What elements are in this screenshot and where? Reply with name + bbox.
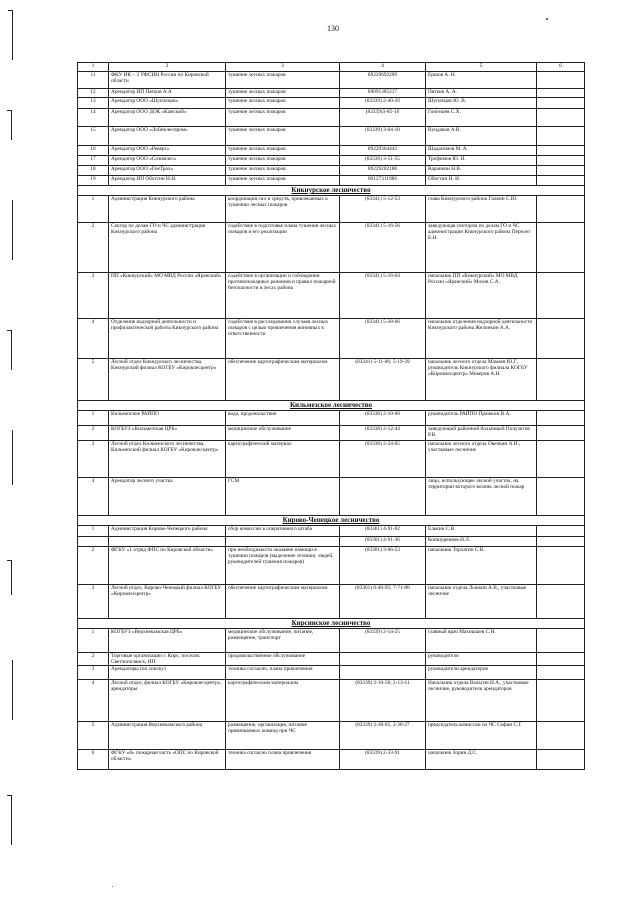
organization-cell: Администрация Кирово-Чепецкого района <box>109 526 226 537</box>
organization-cell: Администрация Верхнекамского района <box>109 722 226 750</box>
row-number-cell: 12 <box>78 89 109 98</box>
phone-cell: (83338) 2-10-60 <box>340 411 426 426</box>
organization-cell: ФКУ ИК – 3 УФСИН России по Кировской области <box>109 72 226 89</box>
organization-cell: Лесной отдел Кикнурского лесничества, Кикнурский филиал КОГБУ «Кировлесцентр» <box>109 359 226 401</box>
note-cell <box>537 359 585 401</box>
note-cell <box>537 526 585 537</box>
organization-cell: ФГКУ «1 отряд ФПС по Кировской области» <box>109 547 226 585</box>
table-row <box>78 359 585 401</box>
organization-cell: Лесной отдел, филиал КОГБУ «Кировлесцентр», арендаторы <box>109 680 226 722</box>
responsible-person-cell: заведующий районной больницей Полуэктов Р.В. <box>426 426 537 441</box>
note-cell <box>537 127 585 146</box>
column-number: 2 <box>109 63 226 72</box>
responsible-person-cell: Вундаков А.В. <box>426 127 537 146</box>
note-cell <box>537 680 585 722</box>
table-row <box>78 98 585 109</box>
row-number-cell: 15 <box>78 127 109 146</box>
column-number: 1 <box>78 63 109 72</box>
table-row <box>78 411 585 426</box>
phone-cell: (83361) 6-40-95; 7-71-88 <box>340 585 426 619</box>
note-cell <box>537 585 585 619</box>
row-number-cell: 17 <box>78 156 109 166</box>
responsible-person-cell: Трофимов Ю. Н. <box>426 156 537 166</box>
row-number-cell: 1 <box>78 196 109 223</box>
responsible-person-cell: начальник лесного отдела Овечкин А.Н.; участковые лесничие <box>426 441 537 478</box>
note-cell <box>537 196 585 223</box>
scan-speck <box>112 886 113 887</box>
organization-cell: КОГБУЗ «Кильмезская ЦРБ» <box>109 426 226 441</box>
row-number-cell: 3 <box>78 441 109 478</box>
responsible-person-cell: руководители <box>426 653 537 666</box>
organization-cell: КОГБУЗ «Верхнекамская ЦРБ» <box>109 629 226 653</box>
table-row <box>78 478 585 516</box>
phone-cell: 89229202188 <box>340 166 426 176</box>
organization-cell: Арендатор ООО ДОК «Камский» <box>109 109 226 127</box>
row-number-cell: 3 <box>78 273 109 319</box>
page-number: 130 <box>327 24 339 33</box>
row-number-cell: 6 <box>78 750 109 770</box>
row-number-cell: 1 <box>78 411 109 426</box>
table-row <box>78 176 585 186</box>
responsible-person-cell: руководитель РАЙПО Пряжкин В.А. <box>426 411 537 426</box>
row-number-cell: 3 <box>78 666 109 680</box>
function-cell: тушение лесных пожаров <box>226 89 340 98</box>
row-number-cell <box>78 537 109 547</box>
column-number: 3 <box>226 63 340 72</box>
function-cell: медицинское обслуживание, питание, размещение, транспорт <box>226 629 340 653</box>
phone-cell: (83338) 2-24-05 <box>340 441 426 478</box>
table-row <box>78 146 585 156</box>
column-number: 4 <box>340 63 426 72</box>
responsible-person-cell: начальник отделения надзорной деятельности Кикнурского района Желонкин А.А. <box>426 319 537 359</box>
table-row <box>78 72 585 89</box>
row-number-cell: 1 <box>78 526 109 537</box>
phone-cell <box>340 666 426 680</box>
function-cell: при необходимости оказание помощи в тушении пожаров (выделение техники, людей, руководителей тушения пожаров) <box>226 547 340 585</box>
table-row <box>78 426 585 441</box>
organization-cell: Лесной отдел Кильмезского лесничества, Кильмезский филиал КОГБУ «Кировлесцентр» <box>109 441 226 478</box>
note-cell <box>537 98 585 109</box>
responsible-person-cell: начальник Зорин Д.С. <box>426 750 537 770</box>
note-cell <box>537 426 585 441</box>
contacts-table <box>77 62 585 770</box>
section-title: Кильмезское лесничество <box>78 401 585 411</box>
table-row <box>78 166 585 176</box>
responsible-person-cell: Пятков А. А. <box>426 89 537 98</box>
function-cell: медицинское обслуживание <box>226 426 340 441</box>
phone-cell: (83339) 2-30-05, 2-30-27 <box>340 722 426 750</box>
function-cell: картографический материал <box>226 441 340 478</box>
binder-edge-marks <box>0 0 24 905</box>
function-cell: тушение лесных пожаров <box>226 156 340 166</box>
phone-cell: (83339) 2-10-50; 2-13-11 <box>340 680 426 722</box>
phone-cell: (83361) 4-91-36 <box>340 537 426 547</box>
function-cell: содействие в организации и соблюдении противопожарных режимов и правил пожарной безопасности в лесах района <box>226 273 340 319</box>
row-number-cell: 2 <box>78 547 109 585</box>
note-cell <box>537 156 585 166</box>
phone-cell: 89091385217 <box>340 89 426 98</box>
phone-cell: (83341) 5-16-04 <box>340 273 426 319</box>
note-cell <box>537 223 585 273</box>
phone-cell: (83339)3-85-16 <box>340 109 426 127</box>
phone-cell: (83341) 5-11-06; 5-19-39 <box>340 359 426 401</box>
function-cell: ГСМ <box>226 478 340 516</box>
responsible-person-cell: глава Кикнурского района Галкин С.Ю. <box>426 196 537 223</box>
responsible-person-cell: Гонгешев С.Х. <box>426 109 537 127</box>
note-cell <box>537 176 585 186</box>
section-title: Кирсинское лесничество <box>78 619 585 629</box>
row-number-cell: 5 <box>78 359 109 401</box>
table-row <box>78 666 585 680</box>
phone-cell: 89229364442 <box>340 146 426 156</box>
organization-cell: Кильмезское РАЙПО <box>109 411 226 426</box>
phone-cell: (83341) 5-16-56 <box>340 223 426 273</box>
row-number-cell: 19 <box>78 176 109 186</box>
function-cell: вода, продовольствие <box>226 411 340 426</box>
note-cell <box>537 89 585 98</box>
note-cell <box>537 146 585 156</box>
row-number-cell: 2 <box>78 653 109 666</box>
table-row <box>78 319 585 359</box>
row-number-cell: 4 <box>78 319 109 359</box>
table-row <box>78 680 585 722</box>
row-number-cell: 1 <box>78 629 109 653</box>
responsible-person-cell: начальник лесного отдела Мамаев Ю.Г., руководитель Кикнурского филиала КОГБУ «Кировлесцентр» Мокеров А.Н. <box>426 359 537 401</box>
note-cell <box>537 441 585 478</box>
function-cell: техника согласно плана привлечения <box>226 750 340 770</box>
responsible-person-cell: Елькин С.В. <box>426 526 537 537</box>
section-header-row <box>78 619 585 629</box>
section-header-row <box>78 186 585 196</box>
table-row <box>78 196 585 223</box>
function-cell: тушение лесных пожаров <box>226 176 340 186</box>
table-row <box>78 273 585 319</box>
row-number-cell: 16 <box>78 146 109 156</box>
note-cell <box>537 722 585 750</box>
function-cell: координация сил и средств, привлекаемых к тушению лесных пожаров <box>226 196 340 223</box>
phone-cell: (83339) 3-04-10 <box>340 127 426 146</box>
function-cell: тушение лесных пожаров <box>226 127 340 146</box>
responsible-person-cell: Шуплецов Ю. В. <box>426 98 537 109</box>
organization-cell: Арендатор ООО «Реверс» <box>109 146 226 156</box>
row-number-cell: 4 <box>78 680 109 722</box>
function-cell: тушение лесных пожаров <box>226 72 340 89</box>
function-cell: размещение, организация, питание привлекаемых команд при ЧС <box>226 722 340 750</box>
note-cell <box>537 629 585 653</box>
section-title: Кикнурское лесничество <box>78 186 585 196</box>
organization-cell: ФГКУ «8» пожарная часть «ОПС по Кировской области» <box>109 750 226 770</box>
table-row <box>78 585 585 619</box>
row-number-cell: 3 <box>78 585 109 619</box>
section-header-row <box>78 516 585 526</box>
responsible-person-cell: Варанкин Н.В. <box>426 166 537 176</box>
phone-cell: (83341) 5-12-53 <box>340 196 426 223</box>
function-cell: содействие в подготовке плана тушения лесных пожаров и его реализации <box>226 223 340 273</box>
function-cell: тушение лесных пожаров <box>226 146 340 156</box>
responsible-person-cell: Начальник отдела Вальгин Н.А., участковые лесничие, руководители арендаторов <box>426 680 537 722</box>
note-cell <box>537 109 585 127</box>
phone-cell: (83339) 2-33-91 <box>340 750 426 770</box>
table-row <box>78 629 585 653</box>
note-cell <box>537 537 585 547</box>
organization-cell: Арендатор ООО «ГенТрал» <box>109 166 226 176</box>
phone-cell: (83339) 2-40-10 <box>340 98 426 109</box>
function-cell: тушение лесных пожаров <box>226 109 340 127</box>
phone-cell <box>340 478 426 516</box>
phone-cell: (83361) 3-66-53 <box>340 547 426 585</box>
responsible-person-cell: Ершов А. Н. <box>426 72 537 89</box>
table-row <box>78 223 585 273</box>
function-cell: сбор комиссии в оперативного штаба <box>226 526 340 537</box>
organization-cell: Торговые организации г. Кирс, поселок Светлополянск, ИП <box>109 653 226 666</box>
function-cell: обеспечение картографическим материалом <box>226 359 340 401</box>
function-cell: тушение лесных пожаров <box>226 166 340 176</box>
responsible-person-cell: лицо, использующее лесной участок, на территории которого возник лесной пожар <box>426 478 537 516</box>
phone-cell: (83341) 5-28-66 <box>340 319 426 359</box>
organization-cell: Арендаторы (по списку) <box>109 666 226 680</box>
phone-cell: (83339) 2-14-25 <box>340 629 426 653</box>
responsible-person-cell: начальник отдела Ложкин А.В., участковые лесничие <box>426 585 537 619</box>
table-row <box>78 89 585 98</box>
organization-cell: Арендатор ООО «Лойнолеспром» <box>109 127 226 146</box>
table-row <box>78 441 585 478</box>
phone-cell <box>340 653 426 666</box>
organization-cell: Лесной отдел, Кирово-Чепецкий филиал КОГБУ «Кировлесцентр» <box>109 585 226 619</box>
function-cell: тушение лесных пожаров <box>226 98 340 109</box>
table-row <box>78 127 585 146</box>
responsible-person-cell: главный врач Махнышев С.Н. <box>426 629 537 653</box>
note-cell <box>537 72 585 89</box>
organization-cell: Арендатор лесного участка <box>109 478 226 516</box>
table-row <box>78 537 585 547</box>
phone-cell: 89229692209 <box>340 72 426 89</box>
row-number-cell: 18 <box>78 166 109 176</box>
note-cell <box>537 547 585 585</box>
table-row <box>78 156 585 166</box>
section-header-row <box>78 401 585 411</box>
responsible-person-cell: председатель комиссии по ЧС Софин С.Г. <box>426 722 537 750</box>
note-cell <box>537 750 585 770</box>
table-row <box>78 547 585 585</box>
phone-cell: (83338) 2-12-44 <box>340 426 426 441</box>
row-number-cell: 4 <box>78 478 109 516</box>
responsible-person-cell: Шадагимов М. А. <box>426 146 537 156</box>
row-number-cell: 5 <box>78 722 109 750</box>
phone-cell: (83339) 3-51-55 <box>340 156 426 166</box>
function-cell: обеспечение картографическим материалом <box>226 585 340 619</box>
row-number-cell: 2 <box>78 426 109 441</box>
column-number-row <box>78 63 585 72</box>
organization-cell: Сектор по делам ГО и ЧС администрации Кикнурского района <box>109 223 226 273</box>
phone-cell: 89127311986 <box>340 176 426 186</box>
responsible-person-cell: начальник ПП «Кикнурский» МО МВД России «Яранский» Мохов С.А. <box>426 273 537 319</box>
column-number: 5 <box>426 63 537 72</box>
note-cell <box>537 273 585 319</box>
row-number-cell: 14 <box>78 109 109 127</box>
organization-cell: Отделение надзорной деятельности и профилактической работы Кикнурского района <box>109 319 226 359</box>
organization-cell: ПП «Кикнурский» МО МВД России «Яранский» <box>109 273 226 319</box>
responsible-person-cell: Коншуренков Н.Л. <box>426 537 537 547</box>
organization-cell: Арендатор ИП Пятков А.А <box>109 89 226 98</box>
function-cell: содействие в расследовании случаев лесных пожаров с целью привлечения виновных к ответственности <box>226 319 340 359</box>
organization-cell: Арендатор ООО «Созимлес» <box>109 156 226 166</box>
note-cell <box>537 478 585 516</box>
function-cell: продовольственное обслуживание <box>226 653 340 666</box>
note-cell <box>537 666 585 680</box>
table-row <box>78 109 585 127</box>
row-number-cell: 2 <box>78 223 109 273</box>
note-cell <box>537 319 585 359</box>
column-number: 6 <box>537 63 585 72</box>
responsible-person-cell: заведующая сектором по делам ГО и ЧС администрации Кикнурского района Перелет Е.Н. <box>426 223 537 273</box>
note-cell <box>537 411 585 426</box>
function-cell <box>226 537 340 547</box>
section-title: Кирово-Чепецкое лесничество <box>78 516 585 526</box>
organization-cell: Арендатор ООО «Шуплецов» <box>109 98 226 109</box>
responsible-person-cell: руководители арендаторов <box>426 666 537 680</box>
organization-cell: Арендатор ИП Обогтин Н.И. <box>109 176 226 186</box>
function-cell: техника согласно, плана привлечения <box>226 666 340 680</box>
row-number-cell: 13 <box>78 98 109 109</box>
responsible-person-cell: начальник Торхатин С.В. <box>426 547 537 585</box>
scan-speck <box>546 18 548 20</box>
row-number-cell: 11 <box>78 72 109 89</box>
organization-cell <box>109 537 226 547</box>
table-row <box>78 653 585 666</box>
note-cell <box>537 166 585 176</box>
table-row <box>78 750 585 770</box>
phone-cell: (83361) 4-91-02 <box>340 526 426 537</box>
organization-cell: Администрация Кикнурского района <box>109 196 226 223</box>
note-cell <box>537 653 585 666</box>
table-row <box>78 526 585 537</box>
responsible-person-cell: Обогтин Н. И. <box>426 176 537 186</box>
table-row <box>78 722 585 750</box>
function-cell: картографическим материалом <box>226 680 340 722</box>
